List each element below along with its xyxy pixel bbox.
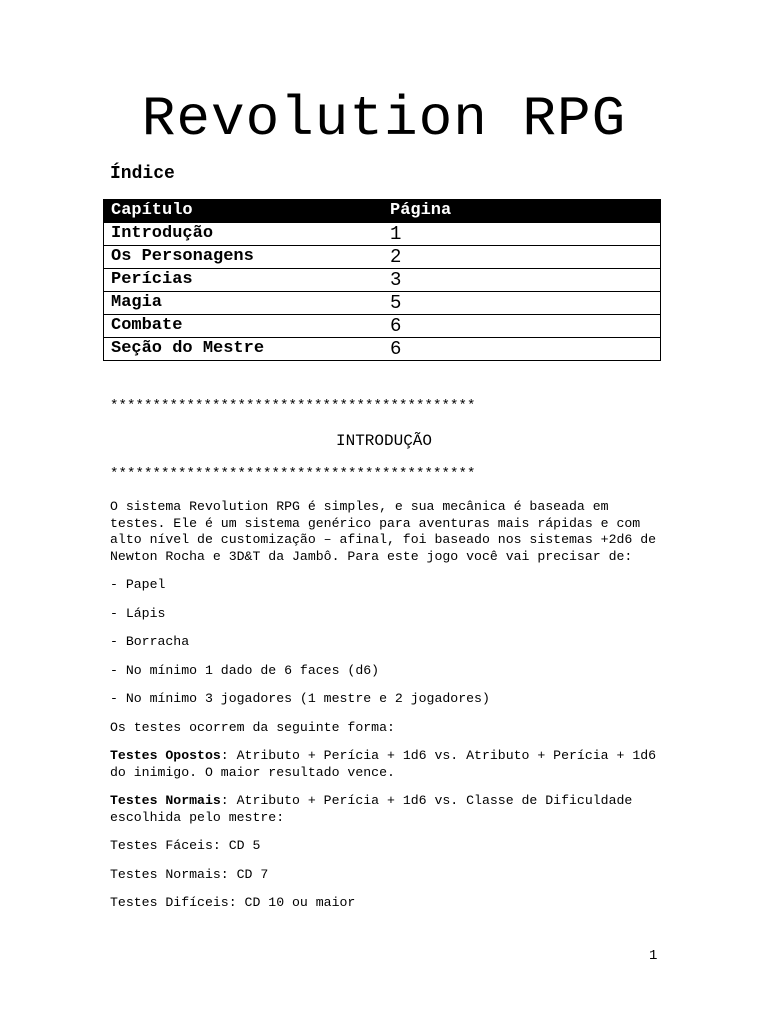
toc-chapter: Os Personagens (104, 246, 384, 269)
difficulty-item: Testes Difíceis: CD 10 ou maior (110, 895, 356, 910)
section-heading: INTRODUÇÃO (335, 432, 432, 450)
toc-page: 5 (383, 292, 661, 315)
toc-row (104, 223, 661, 246)
separator-top: ******************************************* (110, 398, 476, 414)
index-heading: Índice (110, 164, 175, 184)
difficulty-item: Testes Normais: CD 7 (110, 866, 269, 882)
toc-chapter: Introdução (104, 223, 384, 246)
toc-page: 1 (383, 223, 661, 246)
toc-row (104, 315, 661, 338)
toc-page: 6 (383, 338, 661, 361)
toc-header-chapter: Capítulo (104, 200, 384, 223)
intro-paragraph: O sistema Revolution RPG é simples, e sua mecânica é baseada em testes. Ele é um sistema genérico para aventuras mais rápidas e com alto nível de customização – afinal, foi baseado nos sistemas +2d6 de Newton Rocha e 3D&T da Jambô. Para este jogo você vai precisar de: (110, 499, 657, 564)
toc-page: 3 (383, 269, 661, 292)
toc-row (104, 338, 661, 361)
toc-page: 6 (383, 315, 661, 338)
toc-row (104, 246, 661, 269)
separator-bottom: ******************************************* (110, 466, 476, 482)
toc-chapter: Seção do Mestre (104, 338, 384, 361)
normal-tests-label: Testes Normais (110, 793, 221, 808)
list-item: - Borracha (110, 634, 190, 649)
toc-page: 2 (383, 246, 661, 269)
opposed-tests-paragraph (110, 748, 670, 781)
toc-row (104, 292, 661, 315)
list-item: - Papel (110, 577, 166, 592)
document-title: Revolution RPG (141, 87, 627, 151)
page-number: 1 (649, 948, 658, 964)
toc-chapter: Magia (104, 292, 384, 315)
difficulty-item: Testes Fáceis: CD 5 (110, 838, 261, 853)
list-item: - No mínimo 3 jogadores (1 mestre e 2 jogadores) (110, 691, 490, 706)
list-item: - No mínimo 1 dado de 6 faces (d6) (110, 662, 380, 678)
body-text (110, 499, 670, 924)
normal-tests-paragraph (110, 793, 670, 826)
opposed-tests-text: : Atributo + Perícia + 1d6 vs. Atributo + Perícia + 1d6 do inimigo. O maior resultado vence. (110, 748, 657, 780)
toc-header-page: Página (383, 200, 661, 223)
toc-chapter: Combate (104, 315, 384, 338)
list-item: - Lápis (110, 605, 166, 621)
toc-row (104, 269, 661, 292)
table-of-contents (103, 199, 661, 361)
tests-intro: Os testes ocorrem da seguinte forma: (110, 719, 395, 735)
toc-chapter: Perícias (104, 269, 384, 292)
normal-tests-text: : Atributo + Perícia + 1d6 vs. Classe de Dificuldade escolhida pelo mestre: (110, 793, 633, 825)
toc-header-row (104, 200, 661, 223)
opposed-tests-label: Testes Opostos (110, 748, 221, 763)
